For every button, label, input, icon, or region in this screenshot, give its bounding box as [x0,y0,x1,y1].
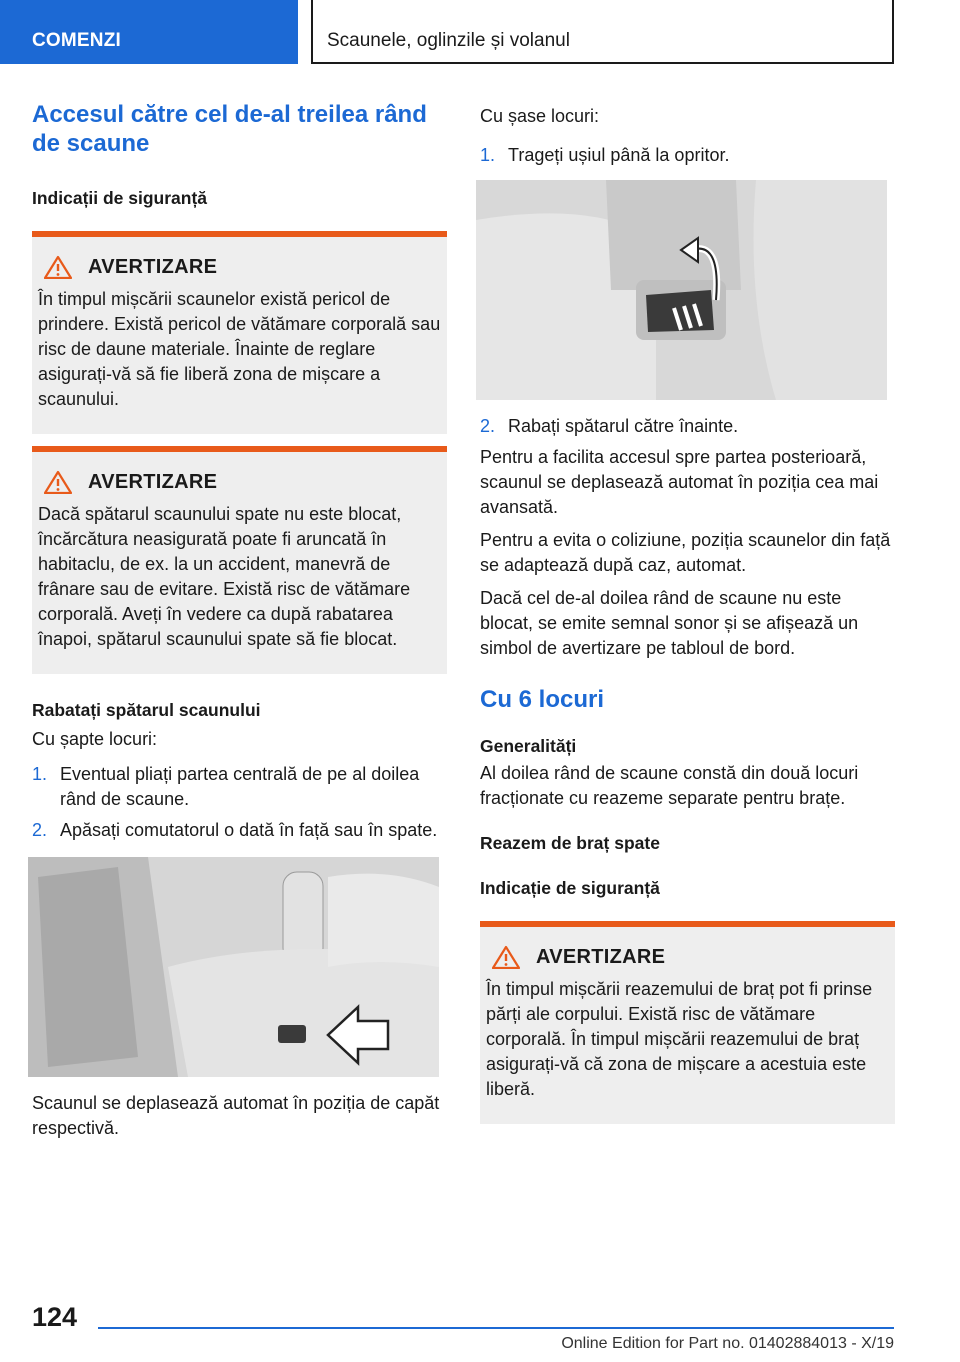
fold-heading: Rabatați spătarul scaunului [32,700,261,720]
list-item: 1. Trageți ușiul până la opritor. [480,145,730,165]
safety-heading: Indicații de siguranță [32,188,208,208]
warning-title: AVERTIZARE [88,255,218,278]
seat-switch-photo [28,857,439,1077]
left-column [32,100,447,1141]
paragraph: Dacă cel de-al doilea rând de scaune nu este blocat, se emite semnal sonor și se afișează un simbol de avertizare pe tabloul de bord. [480,588,859,658]
chapter-label: Scaunele, oglinzile și volanul [327,30,570,51]
steps-list [32,762,447,843]
warning-triangle-icon [44,470,72,494]
warning-title: AVERTIZARE [536,945,666,968]
paragraph: Pentru a facilita accesul spre partea posterioară, scaunul se deplasează automat în poziția cea mai avansată. [480,447,879,517]
warning-text: În timpul mișcării reazemului de braț pot fi prinse părți ale corpului. Există risc de vătămare corporală. În timpul mișcării reazemului de braț asigurați-vă că zona de mișcare a acestuia este liberă. [486,979,873,1099]
seven-seats-label: Cu șapte locuri: [32,729,158,749]
general-text: Al doilea rând de scaune constă din două locuri fracționate cu reazeme separate pentru brațe. [480,763,859,808]
steps-list [480,143,895,168]
warning-triangle-icon [492,945,520,969]
six-seats-label: Cu șase locuri: [480,106,600,126]
general-heading: Generalități [480,736,577,756]
warning-box [480,921,895,1124]
paragraph: Pentru a evita o coliziune, poziția scaunelor din față se adaptează după caz, automat. [480,530,891,575]
steps-list [480,414,895,439]
section-title: Cu 6 locuri [480,686,605,713]
page-number: 124 [32,1302,78,1332]
seat-lever-photo [476,180,887,400]
warning-box [32,446,447,674]
section-tab [0,0,298,64]
chapter-tab [311,0,894,64]
after-photo-text: Scaunul se deplasează automat în poziția de capăt respectivă. [32,1093,440,1138]
list-item: 1. Eventual pliați partea centrală de pe al doilea rând de scaune. [32,764,420,809]
edition-text: Online Edition for Part no. 01402884013 - X/19 [561,1335,894,1352]
warning-box [32,231,447,434]
section-label: COMENZI [32,30,122,51]
list-item: 2. Rabați spătarul către înainte. [480,416,739,436]
armrest-heading: Reazem de braț spate [480,833,660,853]
right-column [480,100,895,1124]
footer-divider [98,1327,894,1329]
safety-heading: Indicație de siguranță [480,878,660,898]
page-title: Accesul către cel de-al treilea rând de scaune [32,101,427,157]
warning-text: În timpul mișcării scaunelor există pericol de prindere. Există pericol de vătămare corporală sau risc de daune materiale. Înainte de reglare asigurați-vă să fie liberă zona de mișcare a scaunului. [38,289,441,409]
warning-title: AVERTIZARE [88,470,218,493]
warning-triangle-icon [44,255,72,279]
warning-text: Dacă spătarul scaunului spate nu este blocat, încărcătura neasigurată poate fi aruncată în habitaclu, de ex. la un accident, manevră de frânare sau de evitare. Există risc de vătămare corporală. Aveți în vedere ca după rabatarea înapoi, spătarul scaunului spate să fie blocat. [38,504,411,649]
list-item: 2. Apăsați comutatorul o dată în față sau în spate. [32,820,438,840]
